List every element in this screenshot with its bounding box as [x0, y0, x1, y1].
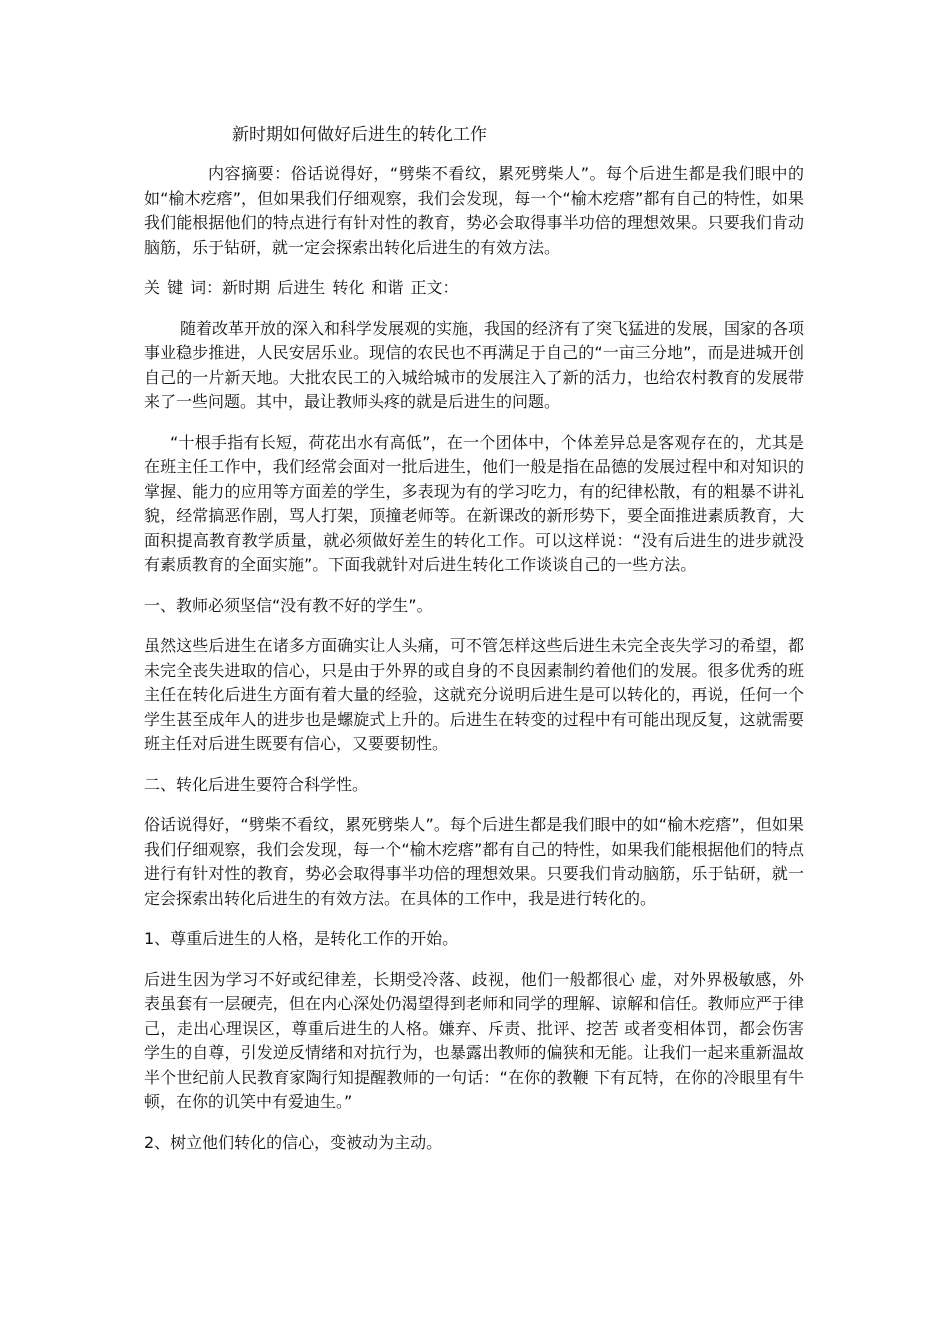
keywords-line: 关 键 词：新时期 后进生 转化 和谐 正文：: [144, 278, 459, 297]
document-body: [144, 122, 804, 1171]
body-paragraph-1: 随着改革开放的深入和科学发展观的实施，我国的经济有了突飞猛进的发展，国家的各项事业稳步推进，人民安居乐业。现信的农民也不再满足于自己的“一亩三分地”，而是进城开创自己的一片新天地。大批农民工的入城给城市的发展注入了新的活力，也给农村教育的发展带来了一些问题。其中，最让教师头疼的就是后进生的问题。: [144, 318, 805, 411]
abstract-paragraph: 内容摘要：俗话说得好，“劈柴不看纹，累死劈柴人”。每个后进生都是我们眼中的如“榆木疙瘩”，但如果我们仔细观察，我们会发现，每一个“榆木疙瘩”都有自己的特性，如果我们能根据他们的特点进行有针对性的教育，势必会取得事半功倍的理想效果。只要我们肯动脑筋，乐于钻研，就一定会探索出转化后进生的有效方法。: [144, 164, 804, 257]
subsection-heading-2: 2、树立他们转化的信心，变被动为主动。: [144, 1132, 443, 1152]
document-title: 新时期如何做好后进生的转化工作: [232, 125, 487, 145]
body-paragraph-4: 俗话说得好，“劈柴不看纹，累死劈柴人”。每个后进生都是我们眼中的如“榆木疙瘩”，但如果我们仔细观察，我们会发现，每一个“榆木疙瘩”都有自己的特性，如果我们能根据他们的特点进行有针对性的教育，势必会取得事半功倍的理想效果。只要我们肯动脑筋，乐于钻研，就一定会探索出转化后进生的有效方法。在具体的工作中，我是进行转化的。: [144, 815, 804, 908]
section-heading-2: 二、转化后进生要符合科学性。: [144, 774, 369, 794]
body-paragraph-5: 后进生因为学习不好或纪律差，长期受冷落、歧视，他们一般都很心 虚，对外界极敏感，外表虽套有一层硬壳，但在内心深处仍渴望得到老师和同学的理解、谅解和信任。教师应严于律己，走出心理误区，尊重后进生的人格。嫌弃、斥责、批评、挖苦 或者变相体罚，都会伤害学生的自尊，引发逆反情绪和对抗行为，也暴露出教师的偏狭和无能。让我们一起来重新温故半个世纪前人民教育家陶行知提醒教师的一句话：“在你的教鞭 下有瓦特，在你的冷眼里有牛顿，在你的讥笑中有爱迪生。”: [144, 969, 804, 1111]
section-heading-1: 一、教师必须坚信“没有教不好的学生”。: [144, 595, 433, 615]
body-paragraph-3: 虽然这些后进生在诸多方面确实让人头痛，可不管怎样这些后进生未完全丧失学习的希望，都未完全丧失进取的信心，只是由于外界的或自身的不良因素制约着他们的发展。很多优秀的班主任在转化后进生方面有着大量的经验，这就充分说明后进生是可以转化的，再说，任何一个学生甚至成年人的进步也是螺旋式上升的。后进生在转变的过程中有可能出现反复，这就需要班主任对后进生既要有信心，又要要韧性。: [144, 636, 804, 753]
body-paragraph-2: “十根手指有长短，荷花出水有高低”，在一个团体中，个体差异总是客观存在的，尤其是在班主任工作中，我们经常会面对一批后进生，他们一般是指在品德的发展过程中和对知识的掌握、能力的应用等方面差的学生，多表现为有的学习吃力，有的纪律松散，有的粗暴不讲礼貌，经常搞恶作剧，骂人打架，顶撞老师等。在新课改的新形势下，要全面推进素质教育，大面积提高教育教学质量，就必须做好差生的转化工作。可以这样说：“没有后进生的进步就没有素质教育的全面实施”。下面我就针对后进生转化工作谈谈自己的一些方法。: [144, 432, 804, 574]
subsection-heading-1: 1、尊重后进生的人格，是转化工作的开始。: [144, 929, 459, 948]
